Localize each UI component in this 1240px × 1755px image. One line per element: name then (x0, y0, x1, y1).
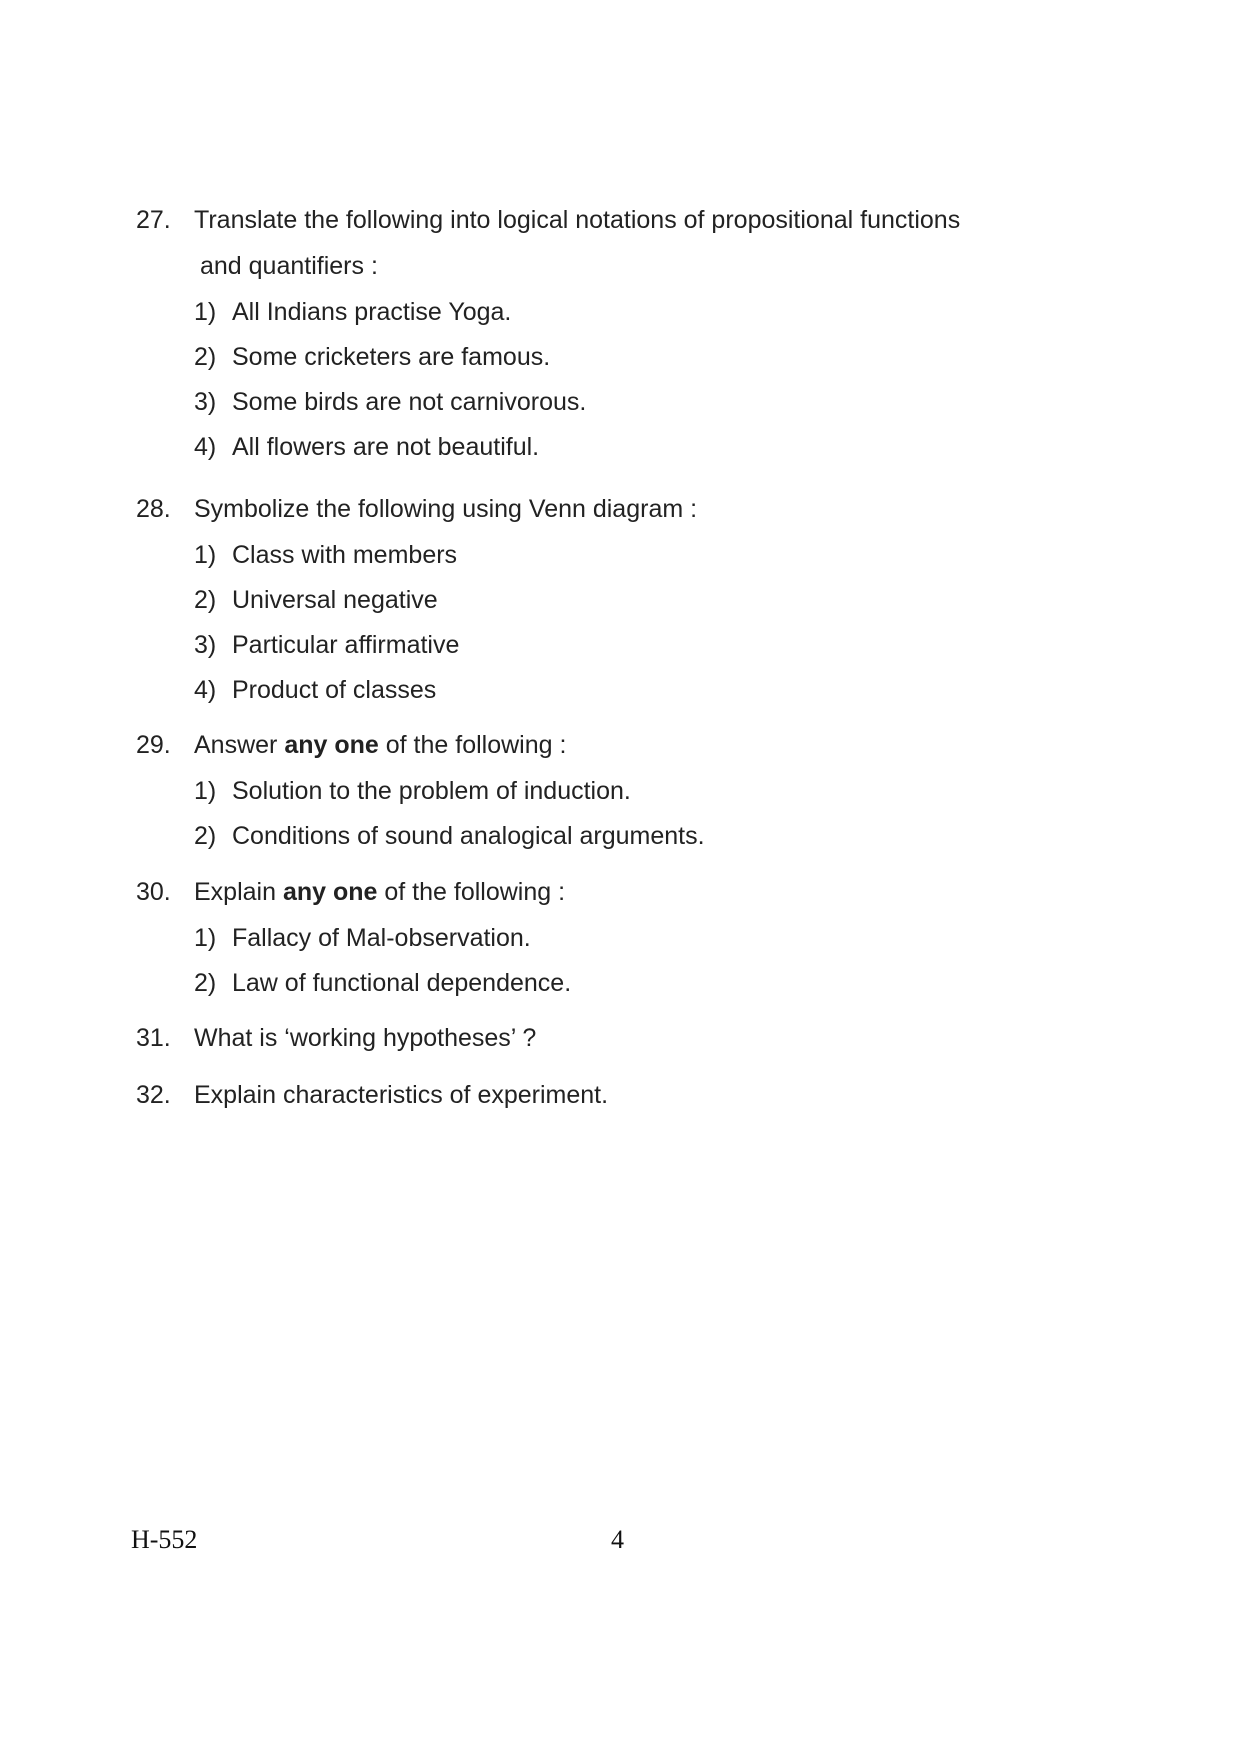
sub-item-list (194, 768, 1136, 858)
sub-item (194, 960, 1136, 1005)
sub-item-number: 2) (194, 969, 217, 997)
sub-item (194, 334, 1136, 379)
question-text: Translate the following into logical notations of propositional functions (194, 206, 961, 234)
sub-item-number: 3) (194, 388, 217, 416)
question-number: 28. (136, 495, 171, 523)
sub-item-text: Particular affirmative (232, 631, 460, 659)
sub-item-number: 2) (194, 343, 217, 371)
sub-item (194, 667, 1136, 712)
page-number: 4 (611, 1525, 624, 1554)
sub-item-number: 1) (194, 924, 217, 952)
question-text: What is ‘working hypotheses’ ? (194, 1024, 537, 1052)
question-28 (136, 486, 1136, 712)
sub-item-number: 1) (194, 298, 217, 326)
sub-item-text: Solution to the problem of induction. (232, 777, 631, 805)
sub-item (194, 532, 1136, 577)
paper-code: H-552 (131, 1525, 198, 1554)
emphasis-text: any one (284, 731, 379, 759)
sub-item-text: Law of functional dependence. (232, 969, 572, 997)
sub-item-number: 1) (194, 777, 217, 805)
sub-item (194, 424, 1136, 469)
sub-item-number: 4) (194, 676, 217, 704)
question-27 (136, 197, 1136, 469)
sub-item (194, 915, 1136, 960)
sub-item-text: Some birds are not carnivorous. (232, 388, 587, 416)
sub-item (194, 768, 1136, 813)
sub-item-text: Class with members (232, 541, 458, 569)
question-number: 27. (136, 206, 171, 234)
question-text-continued: and quantifiers : (200, 252, 378, 280)
question-number: 30. (136, 878, 171, 906)
question-number: 29. (136, 731, 171, 759)
sub-item-list (194, 289, 1136, 469)
sub-item-text: Some cricketers are famous. (232, 343, 551, 371)
sub-item-text: Product of classes (232, 676, 437, 704)
question-text: Answer any one of the following : (194, 731, 567, 759)
question-29 (136, 722, 1136, 858)
question-32 (136, 1072, 1136, 1118)
sub-item-number: 3) (194, 631, 217, 659)
question-number: 31. (136, 1024, 171, 1052)
question-30 (136, 869, 1136, 1005)
sub-item-number: 4) (194, 433, 217, 461)
question-31 (136, 1015, 1136, 1061)
sub-item-text: Universal negative (232, 586, 438, 614)
sub-item (194, 577, 1136, 622)
sub-item (194, 813, 1136, 858)
question-number: 32. (136, 1081, 171, 1109)
sub-item-number: 1) (194, 541, 217, 569)
emphasis-text: any one (282, 878, 378, 906)
sub-item-number: 2) (194, 586, 217, 614)
sub-item (194, 289, 1136, 334)
sub-item-text: All Indians practise Yoga. (232, 298, 512, 326)
sub-item-text: All flowers are not beautiful. (232, 433, 540, 461)
sub-item-number: 2) (194, 822, 217, 850)
sub-item-text: Conditions of sound analogical arguments. (232, 822, 705, 850)
question-text: Explain characteristics of experiment. (194, 1081, 609, 1109)
question-text: Explain any one of the following : (194, 878, 566, 906)
sub-item-text: Fallacy of Mal-observation. (232, 924, 531, 952)
question-text: Symbolize the following using Venn diagram : (194, 495, 698, 523)
sub-item-list (194, 915, 1136, 1005)
sub-item (194, 622, 1136, 667)
sub-item-list (194, 532, 1136, 712)
sub-item (194, 379, 1136, 424)
